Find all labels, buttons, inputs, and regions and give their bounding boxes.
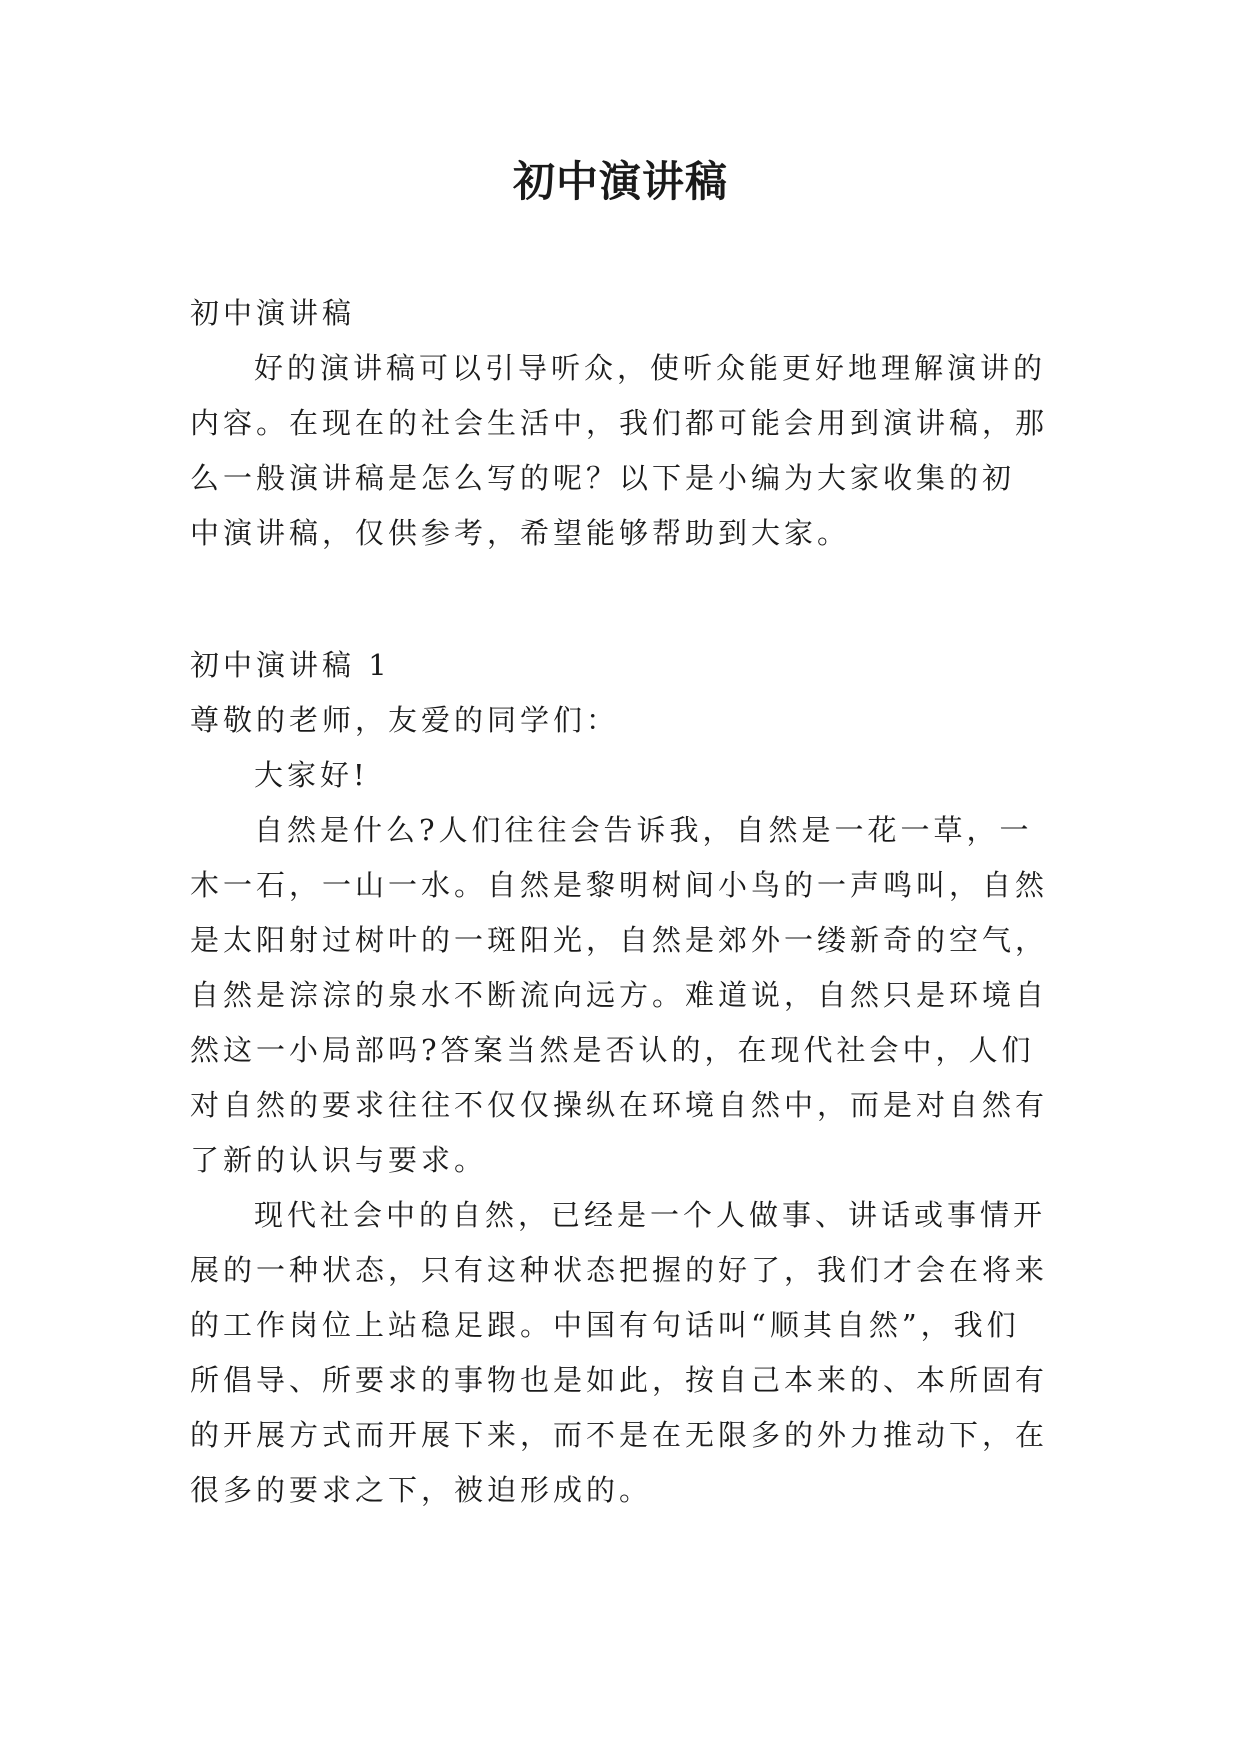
paragraph-line: 现代社会中的自然，已经是一个人做事、讲话或事情开: [254, 1198, 1047, 1232]
paragraph-line: 所倡导、所要求的事物也是如此，按自己本来的、本所固有: [190, 1363, 1049, 1397]
paragraph-line: 自然是什么?人们往往会告诉我，自然是一花一草，一: [254, 813, 1033, 847]
greeting: 大家好!: [254, 758, 369, 792]
paragraph-line: 然这一小局部吗?答案当然是否认的，在现代社会中，人们: [190, 1033, 1035, 1067]
document-subtitle: 初中演讲稿: [190, 296, 356, 330]
paragraph-line: 对自然的要求往往不仅仅操纵在环境自然中，而是对自然有: [190, 1088, 1049, 1122]
intro-line: 内容。在现在的社会生活中，我们都可能会用到演讲稿，那: [190, 406, 1049, 440]
paragraph-line: 的工作岗位上站稳足跟。中国有句话叫“顺其自然”，我们: [190, 1308, 1020, 1342]
paragraph-line: 木一石，一山一水。自然是黎明树间小鸟的一声鸣叫，自然: [190, 868, 1049, 902]
paragraph-line: 自然是淙淙的泉水不断流向远方。难道说，自然只是环境自: [190, 978, 1049, 1012]
document-title: 初中演讲稿: [512, 157, 728, 206]
paragraph-line: 展的一种状态，只有这种状态把握的好了，我们才会在将来: [190, 1253, 1049, 1287]
intro-line: 中演讲稿，仅供参考，希望能够帮助到大家。: [190, 516, 851, 550]
paragraph-line: 是太阳射过树叶的一斑阳光，自然是郊外一缕新奇的空气，: [190, 923, 1049, 957]
paragraph-line: 了新的认识与要求。: [190, 1143, 488, 1177]
body-paragraph-2: [190, 1188, 1050, 1518]
section-heading: 初中演讲稿 1: [190, 648, 391, 682]
paragraph-line: 的开展方式而开展下来，而不是在无限多的外力推动下，在: [190, 1418, 1049, 1452]
intro-line: 好的演讲稿可以引导听众，使听众能更好地理解演讲的: [254, 351, 1047, 385]
intro-paragraph: [190, 341, 1050, 561]
intro-line: 么一般演讲稿是怎么写的呢？以下是小编为大家收集的初: [190, 461, 1016, 495]
section-spacer: [190, 561, 1050, 638]
paragraph-line: 很多的要求之下，被迫形成的。: [190, 1473, 653, 1507]
document-body: [190, 286, 1050, 1518]
salutation: 尊敬的老师，友爱的同学们：: [190, 703, 620, 737]
body-paragraph-1: [190, 803, 1050, 1188]
